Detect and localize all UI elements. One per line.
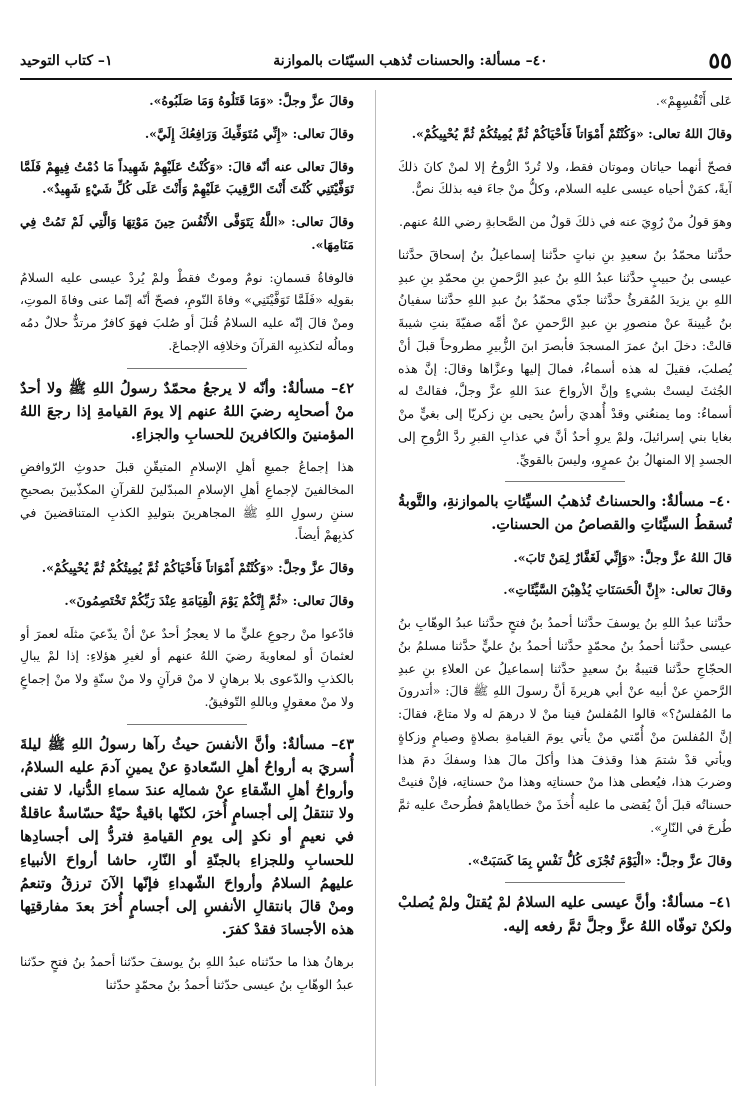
quran-quote: وقالَ تعالى: «إِنِّي مُتَوَفِّيكَ وَرَافِعُكَ إِلَيَّ». — [144, 125, 354, 141]
quran-quote: وقالَ تعالى: «ثُمَّ إِنَّكُمْ يَوْمَ الْقِيَامَةِ عِنْدَ رَبِّكُمْ تَخْتَصِمُونَ». — [64, 592, 354, 608]
paragraph: فادّعوا منْ رجوعِ عليٍّ ما لا يعجزُ أحدٌ عنْ أنْ يدّعيَ مثلَه لعمرَ أو لعثمانَ أو لمعاويةَ رضيَ اللهُ عنهم أو لغيرِ هؤلاءِ: إذا لمْ يبالِ بالكذبِ والدّعوى بلا برهانٍ لا منْ قرآنٍ ولا منْ سنّةٍ ولا منْ إجماعٍ ولا منْ معقولٍ وباللهِ التّوفيقُ. — [20, 625, 354, 709]
quran-quote: وقالَ تعالى: «اللَّهُ يَتَوَفَّى الأَنْفُسَ حِينَ مَوْتِهَا وَالَّتِي لَمْ تَمُتْ فِي مَنَامِهَا». — [20, 214, 354, 252]
left-column — [20, 90, 354, 1086]
section-divider — [127, 724, 247, 725]
section-heading-43: ٤٣– مسألةٌ: وأنَّ الأنفسَ حيثُ رآها رسولُ اللهِ ﷺ ليلةَ أُسريَ به أرواحُ أهلِ السّعادةِ عنْ يمينِ آدمَ عليه السلامُ، وأرواحُ أهلِ الشّقاءِ عنْ شمالِه عندَ سماءِ الدُّنيا، لا تفنى ولا تنتقلُ إلى أجسامٍ أُخرَ، لكنّها باقيةٌ حيّةٌ حسّاسةٌ عاقلةٌ في نعيمٍ أو نكدٍ إلى يومِ القيامةِ فتردُّ إلى أجسادِها للحسابِ وللجزاءِ بالجنّةِ أو النّارِ، حاشا أرواحَ الأنبياءِ عليهمُ السلامُ وأرواحَ الشّهداءِ فإنّها الآنَ ترزقُ وتنعمُ ومنْ قالَ بانتقالِ الأنفسِ إلى أجسامٍ أُخرَ بعدَ مفارقتِها هذه الأجسادَ فقدْ كفرَ. — [20, 735, 354, 939]
section-divider — [505, 481, 625, 482]
section-heading-41: ٤١– مسألةٌ: وأنَّ عيسى عليه السلامُ لمْ يُقتلْ ولمْ يُصلبْ ولكنْ توفّاه اللهُ عزَّ وجلَّ ثمَّ رفعه إليه. — [398, 894, 732, 935]
quran-quote: وقالَ تعالى: «إِنَّ الْحَسَنَاتِ يُذْهِبْنَ السَّيِّئَاتِ». — [503, 582, 732, 598]
quran-quote: وقالَ اللهُ تعالى: «وَكُنْتُمْ أَمْوَاتاً فَأَحْيَاكُمْ ثُمَّ يُمِيتُكُمْ ثُمَّ يُحْيِيكُمْ». — [411, 125, 732, 141]
quran-quote: قالَ اللهُ عزَّ وجلَّ: «وَإِنِّي لَغَفَّارٌ لِمَنْ تَابَ». — [513, 549, 732, 565]
hadith-chain: حدَّثنا محمّدُ بنُ سعيدِ بنِ نباتٍ حدَّثنا إسماعيلُ بنُ إسحاقَ حدَّثنا عيسى بنُ حبيبٍ حدَّثنا عبدُ اللهِ بنُ عبدِ الرَّحمنِ بنِ محمّدِ بنِ عبدِ اللهِ بنِ يزيدَ المُقرئُ حدَّثنا جدّي محمّدُ بنُ عبدِ اللهِ حدَّثنا سفيانُ بنُ عُيينةَ عنْ منصورِ بنِ عبدِ الرَّحمنِ عنْ أمِّه صفيّةَ بنتِ شيبةَ قالتْ: دخلَ ابنُ عمرَ المسجدَ فأبصرَ ابنَ الزُّبيرِ مطروحاً قبلَ أنْ يُصلبَ، فقيلَ له هذه أسماءُ، فمالَ إليها وعزَّاها وقالَ: إنَّ هذه الجُثثَ ليستْ بشيءٍ وإنَّ الأرواحَ عندَ اللهِ عزَّ وجلَّ، فقالتْ له أسماءُ: وما يمنعُني وقدْ أُهديَ رأسُ يحيى بنِ زكريّا إلى بغيٍّ منْ بغايا بني إسرائيلَ، ولمْ يروِ أحدٌ أنَّ في عذابِ القبرِ ردَّ الرُّوحِ إلى الجسدِ إلا المنهالُ بنُ عمرٍو، وليسَ بالقويِّ. — [398, 246, 732, 467]
quran-quote: وقالَ عزَّ وجلَّ: «الْيَوْمَ تُجْزَى كُلُّ نَفْسٍ بِمَا كَسَبَتْ». — [467, 852, 732, 868]
quran-quote: وقالَ عزَّ وجلَّ: «وَكُنْتُمْ أَمْوَاتاً فَأَحْيَاكُمْ ثُمَّ يُمِيتُكُمْ ثُمَّ يُحْيِيكُمْ». — [41, 560, 354, 576]
section-divider — [127, 368, 247, 369]
section-heading-40: ٤٠– مسألةٌ: والحسناتُ تُذهبُ السيِّئاتِ بالموازنةِ، والتَّوبةُ تُسقطُ السيِّئاتِ والقصاصُ من الحسناتِ. — [398, 493, 732, 534]
quran-quote: وقالَ عزَّ وجلَّ: «وَمَا قَتَلُوهُ وَمَا صَلَبُوهُ». — [149, 93, 354, 108]
column-divider — [375, 90, 376, 1086]
running-book-title: ١– كتاب التوحيد — [20, 53, 113, 69]
paragraph: وهوَ قولُ منْ رُوِيَ عنه في ذلكَ قولٌ من الصَّحابةِ رضي اللهُ عنهم. — [399, 214, 732, 229]
paragraph: فصحّ أنهما حياتان وموتان فقط، ولا تُردّ الرُّوحُ إلا لمنْ كانَ ذلكَ آيةً، كمَنْ أحياه عيسى عليه السلام، وكلُّ منْ جاءَ فيه بذلكَ نصٌّ. — [398, 158, 732, 197]
paragraph: فالوفاةُ قسمانِ: نومٌ وموتٌ فقطْ ولمْ يُردْ عيسى عليه السلامُ بقولِه «فَلَمَّا تَوَفَّيْتَنِي» وفاةَ النّومِ، فصحّ أنّه إنّما عنى وفاةَ الموتِ، ومنْ قالَ إنّه عليه السلامُ قُتلَ أو صُلبَ فهوَ كافرٌ مرتدٌّ حلالٌ دمُه ومالُه لتكذيبِه القرآنَ وخلافِه الإجماعَ. — [20, 269, 354, 353]
paragraph: عَلى أَنْفُسِهِمْ». — [655, 93, 732, 108]
quran-quote: وقالَ تعالى عنه أنّه قالَ: «وَكُنْتُ عَلَيْهِمْ شَهِيداً مَا دُمْتُ فِيهِمْ فَلَمَّا تَوَفَّيْتَنِي كُنْتَ أَنْتَ الرَّقِيبَ عَلَيْهِمْ وَأَنْتَ عَلَى كُلِّ شَيْءٍ شَهِيدٌ». — [20, 158, 354, 197]
page-header — [20, 44, 732, 80]
running-chapter-title: ٤٠– مسألة: والحسنات تُذهب السيّئات بالموازنة — [273, 53, 548, 69]
paragraph: برهانُ هذا ما حدّثناه عبدُ اللهِ بنُ يوسفَ حدّثنا أحمدُ بنُ فتحٍ حدّثنا عبدُ الوهّابِ بنُ عيسى حدّثنا أحمدُ بنُ محمّدٍ حدّثنا — [20, 954, 354, 992]
hadith-chain: حدَّثنا عبدُ اللهِ بنُ يوسفَ حدَّثنا أحمدُ بنُ فتحٍ حدَّثنا عبدُ الوهّابِ بنُ عيسى حدَّثنا أحمدُ بنُ محمّدٍ حدَّثنا أحمدُ بنُ عليٍّ حدَّثنا مسلمُ بنُ الحجّاجِ حدَّثنا قتيبةُ بنُ سعيدٍ حدَّثنا إسماعيلُ عن العلاءِ بنِ عبدِ الرَّحمنِ عنْ أبيه عنْ أبي هريرةَ أنَّ رسولَ اللهِ ﷺ قالَ: «أتدرونَ ما المُفلسُ؟» قالوا المُفلسُ فينا منْ لا درهمَ له ولا متاعَ، فقالَ: إنَّ المُفلسَ منْ أُمّتي منْ يأتي يومَ القيامةِ بصلاةٍ وصيامٍ وزكاةٍ ويأتي قدْ شتمَ هذا وقذفَ هذا وأكلَ مالَ هذا وسفكَ دمَ هذا وضربَ هذا، فيُعطى هذا منْ حسناتِه وهذا منْ حسناتِه، فإنْ فنيتْ حسناتُه قبلَ أنْ يُقضى ما عليه أُخذَ منْ خطاياهمْ فطُرحتْ عليه ثمَّ طُرحَ في النّارِ». — [398, 615, 732, 835]
page-number: ٥٥ — [708, 48, 732, 74]
right-column — [398, 90, 732, 1086]
section-divider — [505, 882, 625, 883]
section-heading-42: ٤٢– مسألةٌ: وأنّه لا يرجعُ محمّدٌ رسولُ اللهِ ﷺ ولا أحدٌ منْ أصحابِه رضيَ اللهُ عنهم إلا يومَ القيامةِ إذا رجعَ اللهُ المؤمنينَ والكافرينَ للحسابِ والجزاءِ. — [20, 379, 354, 443]
paragraph: هذا إجماعُ جميعِ أهلِ الإسلامِ المتيقّنِ قبلَ حدوثِ الرّوافضِ المخالفينَ لإجماعِ أهلِ الإسلامِ المبدّلينَ للقرآنِ المكذّبينَ بصحيحِ سننِ رسولِ اللهِ ﷺ المجاهرينَ بتوليدِ الكذبِ المتناقضينَ في كذبِهمْ أيضاً. — [20, 459, 354, 543]
